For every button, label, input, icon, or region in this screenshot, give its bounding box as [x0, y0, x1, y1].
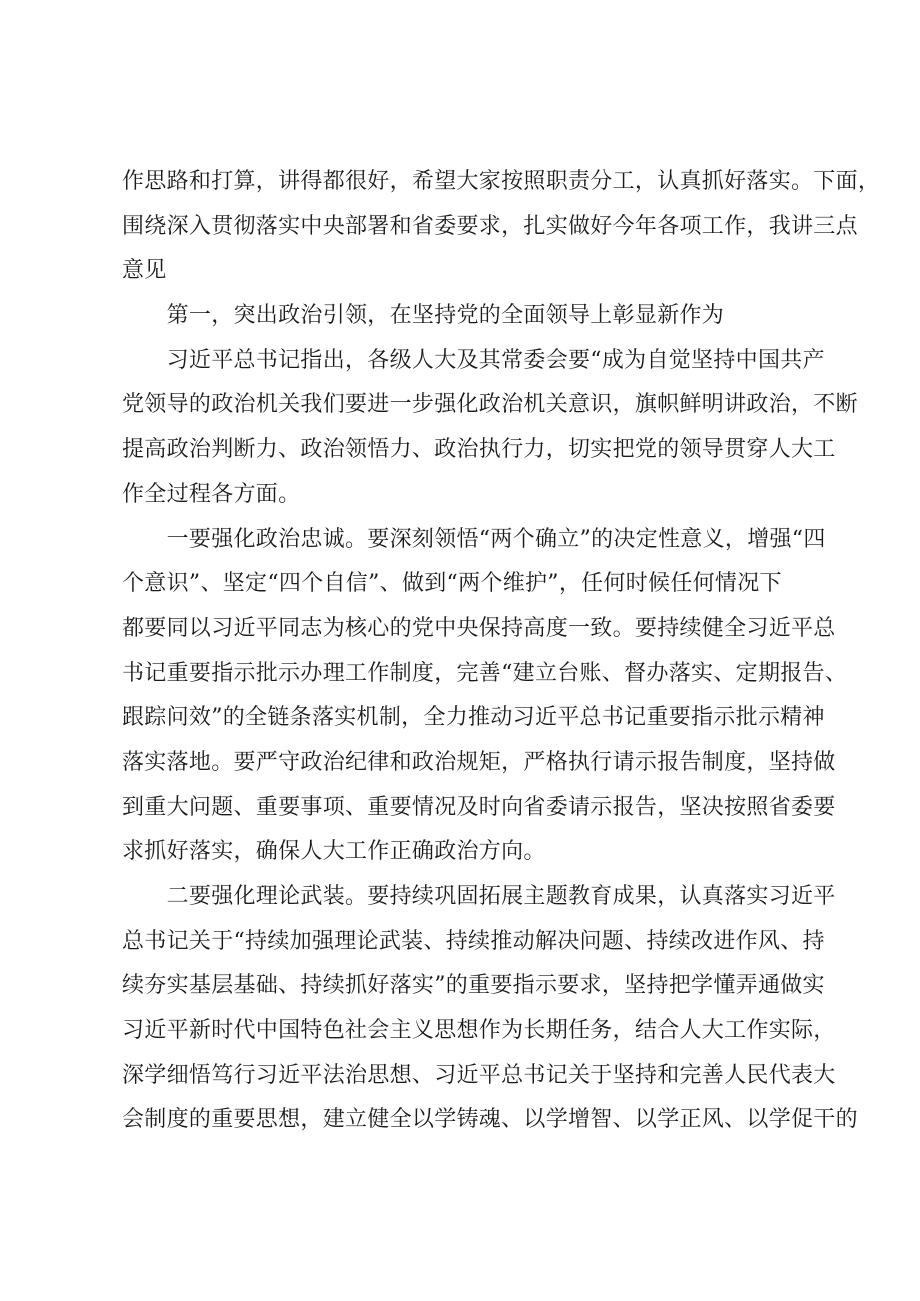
text-line: 个意识”、坚定“四个自信”、做到“两个维护”，任何时候任何情况下: [122, 571, 782, 597]
text-line: 书记重要指示批示办理工作制度，完善“建立台账、督办落实、定期报告、: [122, 660, 848, 686]
text-line: 深学细悟笃行习近平法治思想、习近平总书记关于坚持和完善人民代表大: [122, 1062, 836, 1088]
text-line: 会制度的重要思想，建立健全以学铸魂、以学增智、以学正风、以学促干的: [122, 1107, 858, 1133]
text-line: 提高政治判断力、政治领悟力、政治执行力，切实把党的领导贯穿人大工: [122, 437, 836, 463]
text-line: 二要强化理论武装。要持续巩固拓展主题教育成果，认真落实习近平: [122, 884, 836, 909]
text-line: 习近平新时代中国特色社会主义思想作为长期任务，结合人大工作实际，: [122, 1018, 836, 1044]
text-line: 围绕深入贯彻落实中央部署和省委要求，扎实做好今年各项工作，我讲三点: [122, 213, 858, 239]
text-line: 落实落地。要严守政治纪律和政治规矩，严格执行请示报告制度，坚持做: [122, 749, 836, 775]
text-line: 求抓好落实，确保人大工作正确政治方向。: [122, 839, 546, 865]
document-body: [122, 160, 881, 1143]
text-line: 总书记关于“持续加强理论武装、持续推动解决问题、持续改进作风、持: [122, 928, 825, 954]
text-line: 习近平总书记指出，各级人大及其常委会要“成为自觉坚持中国共产: [122, 347, 825, 373]
text-line: 都要同以习近平同志为核心的党中央保持高度一致。要持续健全习近平总: [122, 615, 836, 641]
text-line: 到重大问题、重要事项、重要情况及时向省委请示报告，坚决按照省委要: [122, 794, 836, 820]
text-line: 作思路和打算，讲得都很好，希望大家按照职责分工，认真抓好落实。下面，: [122, 169, 881, 194]
text-line: 跟踪问效”的全链条落实机制，全力推动习近平总书记重要指示批示精神: [122, 705, 825, 731]
text-line: 作全过程各方面。: [122, 481, 301, 507]
text-line: 党领导的政治机关我们要进一步强化政治机关意识，旗帜鲜明讲政治，不断: [122, 392, 858, 418]
text-line: 意见: [122, 258, 167, 284]
text-line: 一要强化政治忠诚。要深刻领悟“两个确立”的决定性意义，增强“四: [122, 526, 826, 552]
text-line: 续夯实基层基础、持续抓好落实”的重要指示要求，坚持把学懂弄通做实: [122, 973, 825, 999]
section-heading: 第一，突出政治引领，在坚持党的全面领导上彰显新作为: [122, 303, 725, 329]
